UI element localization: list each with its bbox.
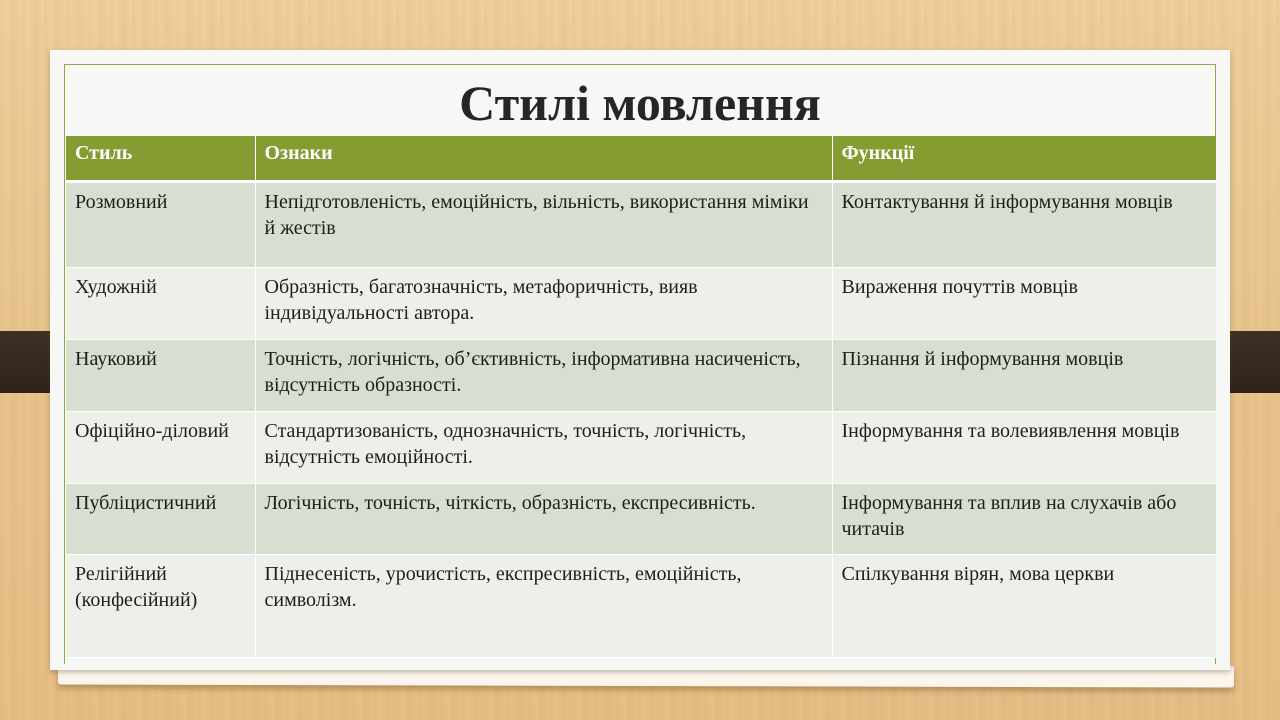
cell-functions: Інформування та волевиявлення мовців: [832, 411, 1216, 483]
cell-features: Піднесеність, урочистість, експресивність, емоційність, символізм.: [255, 554, 832, 657]
table-row: [66, 411, 1216, 483]
cell-style: Публіцистичний: [66, 483, 255, 554]
cell-style: Офіційно-діловий: [66, 411, 255, 483]
cell-features: Непідготовленість, емоційність, вільність, використання міміки й жестів: [255, 181, 832, 267]
table-row: [66, 181, 1216, 267]
cell-features: Образність, багатозначність, метафоричність, вияв індивідуальності автора.: [255, 267, 832, 339]
cell-features: Логічність, точність, чіткість, образність, експресивність.: [255, 483, 832, 554]
cell-functions: Контактування й інформування мовців: [832, 181, 1216, 267]
cell-style: Релігійний (конфесійний): [66, 554, 255, 657]
cell-functions: Пізнання й інформування мовців: [832, 339, 1216, 411]
table-row: [66, 483, 1216, 554]
header-style: Стиль: [66, 136, 255, 181]
cell-functions: Спілкування вірян, мова церкви: [832, 554, 1216, 657]
cell-style: Науковий: [66, 339, 255, 411]
slide-title: Стилі мовлення: [459, 75, 821, 131]
cell-features: Стандартизованість, однозначність, точність, логічність, відсутність емоційності.: [255, 411, 832, 483]
cell-features: Точність, логічність, об’єктивність, інформативна насиченість, відсутність образності.: [255, 339, 832, 411]
table-row: [66, 267, 1216, 339]
cell-functions: Вираження почуттів мовців: [832, 267, 1216, 339]
header-features: Ознаки: [255, 136, 832, 181]
table-row: [66, 554, 1216, 657]
header-functions: Функції: [832, 136, 1216, 181]
table-row: [66, 339, 1216, 411]
styles-table: [66, 136, 1216, 658]
table-header-row: [66, 136, 1216, 181]
cell-functions: Інформування та вплив на слухачів або читачів: [832, 483, 1216, 554]
cell-style: Розмовний: [66, 181, 255, 267]
cell-style: Художній: [66, 267, 255, 339]
